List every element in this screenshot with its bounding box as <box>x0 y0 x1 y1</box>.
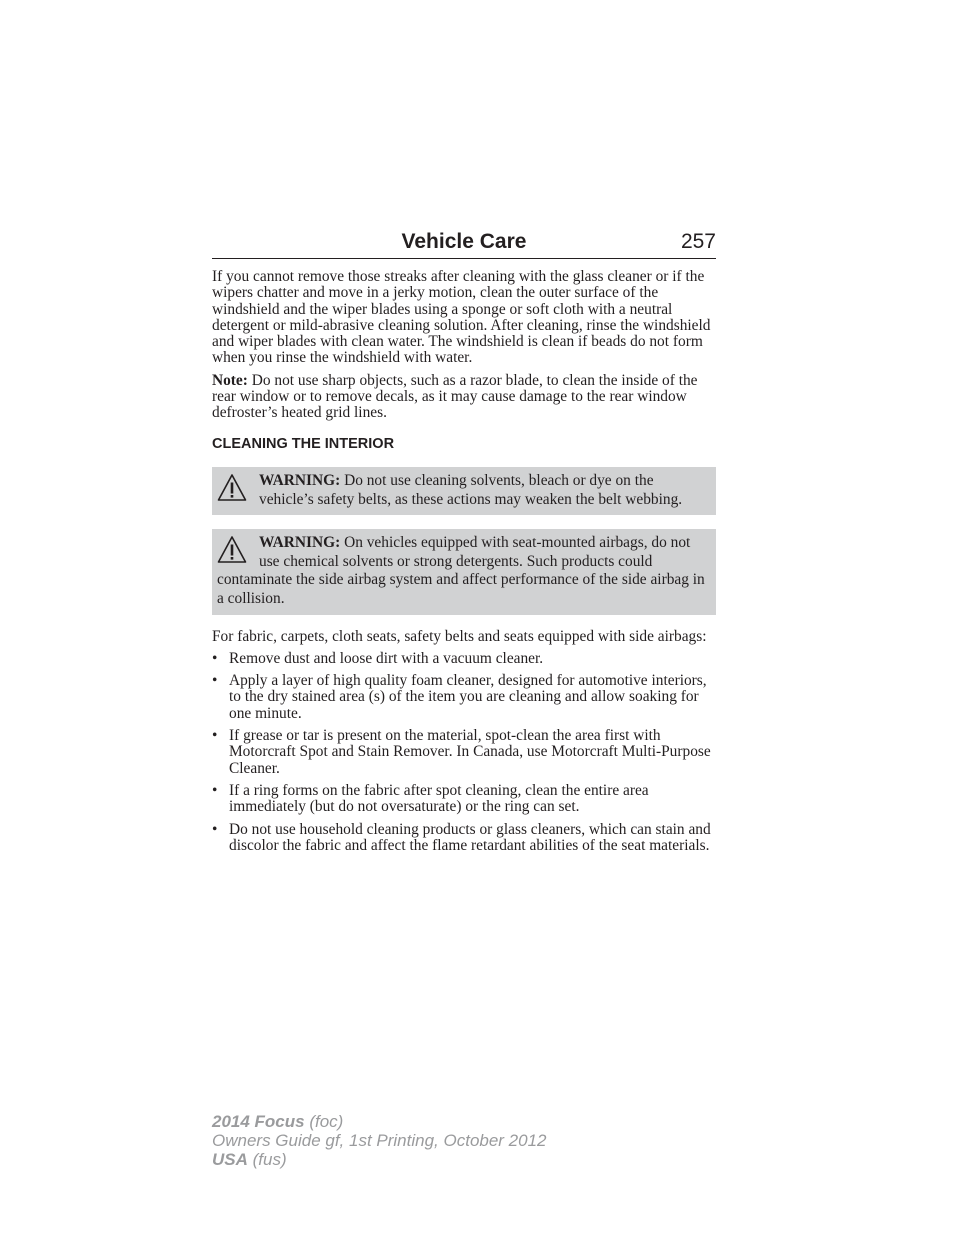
list-item-text: If grease or tar is present on the material, spot-clean the area first with Motorcraft Spot and Stain Remover. In Canada, use Motorcraft Multi-Purpose Cleaner. <box>229 727 711 777</box>
page-header <box>212 228 716 259</box>
list-item-text: Apply a layer of high quality foam cleaner, designed for automotive interiors, to the dry stained area (s) of the item you are cleaning and allow soaking for one minute. <box>229 672 707 722</box>
list-item <box>212 783 716 816</box>
footer-model-code: (foc) <box>304 1112 344 1131</box>
note-text: Do not use sharp objects, such as a razor blade, to clean the inside of the rear window or to remove decals, as it may cause damage to the rear window defroster’s heated grid lines. <box>212 371 698 422</box>
list-item <box>212 651 716 667</box>
footer-market-code: (fus) <box>247 1150 287 1169</box>
list-item <box>212 673 716 722</box>
warning-triangle-icon <box>217 473 247 503</box>
page-number: 257 <box>680 230 716 253</box>
bullet: • <box>212 672 218 690</box>
list-item <box>212 822 716 855</box>
warning-box-2 <box>212 529 716 614</box>
footer-line-2: Owners Guide gf, 1st Printing, October 2012 <box>212 1131 547 1150</box>
bullet: • <box>212 820 218 838</box>
warning-label: WARNING: <box>259 534 341 552</box>
list-intro: For fabric, carpets, cloth seats, safety belts and seats equipped with side airbags: <box>212 627 707 645</box>
section-title: Vehicle Care <box>401 230 527 253</box>
page-content <box>212 269 716 860</box>
intro-paragraph: If you cannot remove those streaks after cleaning with the glass cleaner or if the wipers chatter and move in a jerky motion, clean the outer surface of the windshield and the wiper blades using a sponge or soft cloth with a neutral detergent or mild-abrasive cleaning solution. After cleaning, rinse the windshield and wiper blades with clean water. The windshield is clean if beads do not form when you rinse the windshield with water. <box>212 268 711 367</box>
page-footer <box>212 1112 547 1169</box>
bullet: • <box>212 727 218 745</box>
footer-line-3 <box>212 1150 547 1169</box>
cleaning-steps-list <box>212 651 716 854</box>
warning-label: WARNING: <box>259 471 341 489</box>
list-item-text: If a ring forms on the fabric after spot cleaning, clean the entire area immediately (but do not oversaturate) or the ring can set. <box>229 781 649 816</box>
footer-line-1 <box>212 1112 547 1131</box>
bullet: • <box>212 649 218 667</box>
warning-box-1 <box>212 467 716 515</box>
bullet: • <box>212 781 218 799</box>
section-heading: CLEANING THE INTERIOR <box>212 435 395 452</box>
list-item-text: Remove dust and loose dirt with a vacuum cleaner. <box>229 649 544 667</box>
warning-text: Do not use cleaning solvents, bleach or dye on the vehicle’s safety belts, as these actions may weaken the belt webbing. <box>259 471 683 508</box>
warning-triangle-icon <box>217 535 247 565</box>
list-item-text: Do not use household cleaning products or glass cleaners, which can stain and discolor the fabric and affect the flame retardant abilities of the seat materials. <box>229 820 711 854</box>
footer-market: USA <box>212 1150 248 1169</box>
note-label: Note: <box>212 371 248 389</box>
list-item <box>212 728 716 777</box>
footer-model: 2014 Focus <box>212 1112 305 1131</box>
note-paragraph <box>212 373 716 422</box>
warning-text: On vehicles equipped with seat-mounted airbags, do not use chemical solvents or strong detergents. Such products could contaminate the side airbag system and affect performance of the side airbag in a collision. <box>217 534 705 607</box>
